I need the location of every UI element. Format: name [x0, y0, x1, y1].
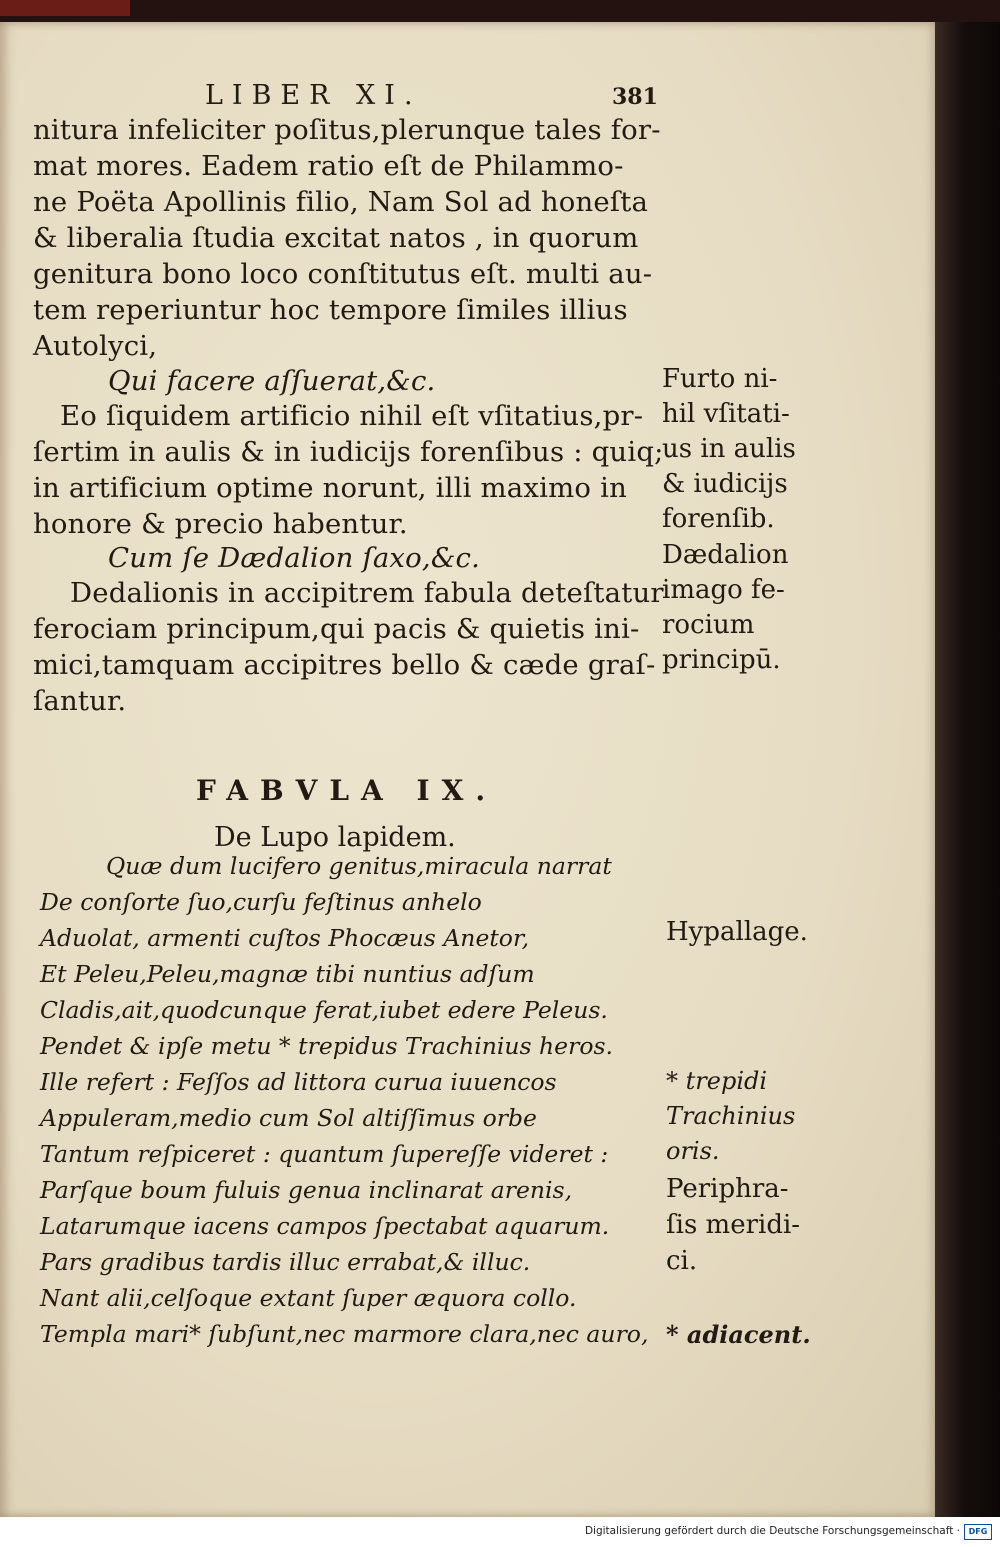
margin-note: ci. — [666, 1246, 698, 1276]
paragraph-line: ferociam principum,qui pacis & quietis ini- — [33, 613, 640, 645]
margin-note: Furto ni- — [662, 364, 778, 394]
margin-note: & iudicijs — [662, 469, 788, 499]
paragraph-line: ſantur. — [33, 685, 127, 717]
margin-note: ſis meridi- — [666, 1210, 801, 1240]
paragraph-line: Eo ſiquidem artificio nihil eſt vſitatius,pr- — [60, 400, 644, 432]
margin-note: * adiacent. — [666, 1320, 811, 1349]
margin-note: principū. — [662, 645, 781, 675]
verse-line: Cladis,ait,quodcunque ferat,iubet edere Peleus. — [40, 996, 608, 1024]
prose-line: ne Poëta Apollinis filio, Nam Sol ad honeſta — [33, 186, 649, 218]
margin-note-hypallage: Hypallage. — [666, 917, 808, 947]
prose-line: mat mores. Eadem ratio eſt de Philammo- — [33, 150, 624, 182]
verse-line: Pendet & ipſe metu * trepidus Trachinius heros. — [40, 1032, 613, 1060]
paragraph-line: in artificium optime norunt, illi maximo in — [33, 472, 627, 504]
margin-note: Trachinius — [666, 1102, 796, 1130]
running-title: LIBER XI. — [205, 80, 422, 111]
page-number: 381 — [612, 84, 658, 110]
verse-line: De conſorte ſuo,curſu feſtinus anhelo — [40, 888, 482, 916]
lemma: Cum ſe Dædalion ſaxo,&c. — [108, 542, 481, 574]
binding-edge — [0, 0, 130, 16]
paragraph-line: ſertim in aulis & in iudicijs forenſibus : quiq; — [33, 436, 664, 468]
paragraph-line: mici,tamquam accipitres bello & cæde graſ- — [33, 649, 656, 681]
verse-line: Tantum reſpiceret : quantum ſupereſſe videret : — [40, 1140, 609, 1168]
margin-note: Periphra- — [666, 1174, 789, 1204]
fable-title: FABVLA IX. — [196, 774, 498, 807]
book-edge — [935, 22, 1000, 1517]
dfg-logo: DFG — [964, 1524, 992, 1540]
lemma: Qui facere aſſuerat,&c. — [108, 365, 436, 397]
prose-line: genitura bono loco conſtitutus eſt. multi au- — [33, 258, 653, 290]
verse-line: Ille refert : Feſſos ad littora curua iuuencos — [40, 1068, 557, 1096]
verse-line: Templa mari* ſubſunt,nec marmore clara,nec auro, — [40, 1320, 649, 1348]
digitization-footer — [0, 1517, 1000, 1547]
verse-line: Et Peleu,Peleu,magnæ tibi nuntius adſum — [40, 960, 535, 988]
prose-line: & liberalia ſtudia excitat natos , in quorum — [33, 222, 639, 254]
verse-line: Nant alii,celſoque extant ſuper æquora collo. — [40, 1284, 577, 1312]
verse-line: Aduolat, armenti cuſtos Phocæus Anetor, — [40, 924, 530, 952]
margin-note: Dædalion — [662, 540, 789, 570]
verse-line: Parſque boum fuluis genua inclinarat arenis, — [40, 1176, 573, 1204]
prose-line: Autolyci, — [33, 330, 158, 362]
book-page — [0, 22, 935, 1517]
margin-note: oris. — [666, 1137, 720, 1165]
paragraph-line: Dedalionis in accipitrem fabula deteſtatur — [70, 577, 664, 609]
verse-line: Latarumque iacens campos ſpectabat aquarum. — [40, 1212, 610, 1240]
margin-note: imago fe- — [662, 575, 785, 605]
top-border — [0, 0, 1000, 22]
margin-note: hil vſitati- — [662, 399, 790, 429]
margin-note: forenſib. — [662, 504, 775, 534]
footer-credit: Digitalisierung gefördert durch die Deutsche Forschungsgemeinschaft · — [584, 1525, 960, 1537]
verse-line: Pars gradibus tardis illuc errabat,& illuc. — [40, 1248, 531, 1276]
margin-note: * trepidi — [666, 1067, 768, 1095]
verse-line: Quæ dum lucifero genitus,miracula narrat — [106, 852, 612, 880]
margin-note: rocium — [662, 610, 755, 640]
paragraph-line: honore & precio habentur. — [33, 508, 408, 540]
prose-line: tem reperiuntur hoc tempore ſimiles illius — [33, 294, 628, 326]
verse-line: Appuleram,medio cum Sol altiſſimus orbe — [40, 1104, 537, 1132]
fable-subtitle: De Lupo lapidem. — [214, 822, 456, 853]
margin-note: us in aulis — [662, 434, 796, 464]
prose-line: nitura infeliciter poſitus,plerunque tales for- — [33, 114, 661, 146]
